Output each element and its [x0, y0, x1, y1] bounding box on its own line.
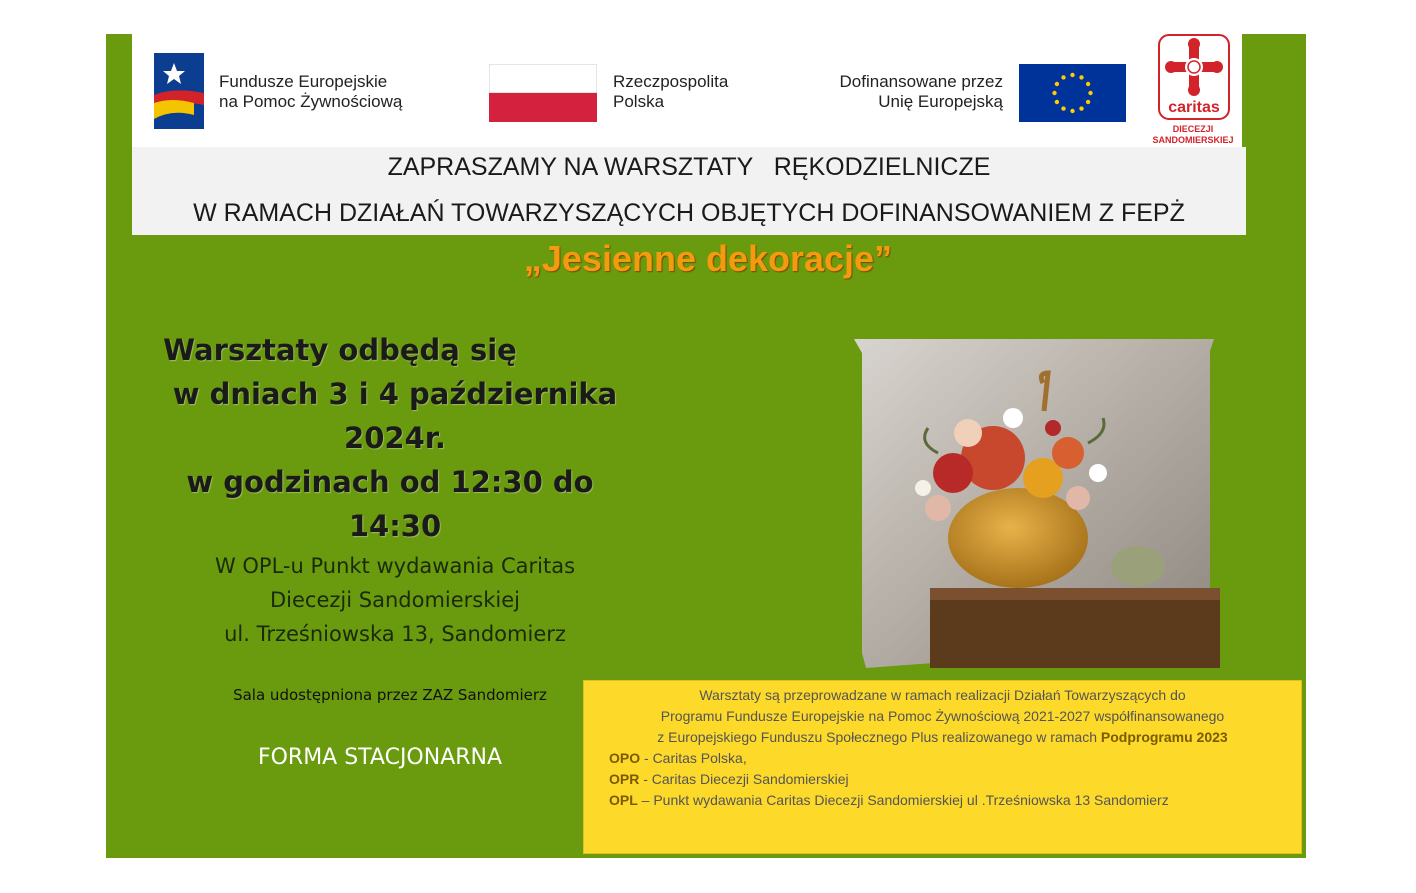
details-line1: Warsztaty odbędą się — [163, 333, 517, 367]
fepz-line2: na Pomoc Żywnościową — [219, 92, 403, 111]
heading-line1: ZAPRASZAMY NA WARSZTATY RĘKODZIELNICZE — [387, 153, 991, 181]
eu-line1: Dofinansowane przez — [839, 72, 1003, 91]
rp-line1: Rzeczpospolita — [613, 72, 729, 91]
details-line3: 2024r. — [344, 421, 446, 455]
info-line3-text: z Europejskiego Funduszu Społecznego Plus realizowanego w ramach — [657, 729, 1097, 745]
info-box — [583, 680, 1302, 854]
caritas-sub2: SANDOMIERSKIEJ — [1152, 135, 1234, 145]
info-opl — [609, 792, 1169, 808]
eu-star — [1070, 73, 1074, 77]
eu-star — [1055, 82, 1059, 86]
details-line2: w dniach 3 i 4 października — [172, 377, 618, 411]
fepz-line1: Fundusze Europejskie — [219, 72, 388, 91]
eu-star — [1088, 91, 1092, 95]
details-line5: 14:30 — [348, 509, 442, 543]
eu-star — [1086, 100, 1090, 104]
info-opo — [609, 750, 747, 766]
heading-line2: W RAMACH DZIAŁAŃ TOWARZYSZĄCYCH OBJĘTYCH DOFINANSOWANIEM Z FEPŻ — [193, 199, 1185, 227]
details-line4: w godzinach od 12:30 do — [186, 465, 594, 499]
caritas-diocese — [1140, 124, 1246, 146]
opr-text: - Caritas Diecezji Sandomierskiej — [639, 771, 849, 787]
info-opr — [609, 771, 849, 787]
rp-line2: Polska — [613, 92, 665, 111]
eu-line2: Unię Europejską — [878, 92, 1003, 111]
info-line3 — [584, 729, 1301, 745]
eu-flag-icon — [1019, 64, 1126, 122]
eu-star — [1079, 106, 1083, 110]
eu-star — [1086, 82, 1090, 86]
opo-label: OPO — [609, 750, 641, 766]
fepz-logo-icon — [154, 53, 204, 129]
heading-band — [132, 147, 1246, 235]
opo-text: - Caritas Polska, — [640, 750, 747, 766]
address-line3: ul. Trześniowska 13, Sandomierz — [224, 622, 566, 646]
eu-star — [1052, 91, 1056, 95]
fepz-logo-text — [219, 72, 402, 112]
event-title: „Jesienne dekoracje” — [523, 238, 893, 279]
pumpkin-flower-photo — [848, 333, 1220, 668]
address-line2: Diecezji Sandomierskiej — [270, 588, 520, 612]
opl-text: – Punkt wydawania Caritas Diecezji Sandomierskiej ul .Trześniowska 13 Sandomierz — [637, 792, 1169, 808]
info-podprogram: Podprogramu 2023 — [1100, 729, 1228, 745]
eu-logo-text — [785, 72, 1003, 112]
info-line1: Warsztaty są przeprowadzane w ramach realizacji Działań Towarzyszących do — [699, 687, 1186, 703]
rp-logo-text — [613, 72, 728, 112]
eu-star — [1079, 75, 1083, 79]
eu-star — [1061, 75, 1065, 79]
eu-star — [1070, 109, 1074, 113]
opr-label: OPR — [609, 771, 640, 787]
polish-flag-icon — [489, 64, 597, 122]
caritas-sub1: DIECEZJI — [1172, 124, 1214, 134]
info-line2: Programu Fundusze Europejskie na Pomoc Żywnościową 2021-2027 współfinansowanego — [660, 708, 1225, 724]
eu-star — [1055, 100, 1059, 104]
opl-label: OPL — [609, 792, 638, 808]
sala-note: Sala udostępniona przez ZAZ Sandomierz — [233, 686, 547, 704]
eu-star — [1061, 106, 1065, 110]
forma-label: FORMA STACJONARNA — [257, 745, 503, 770]
address-line1: W OPL-u Punkt wydawania Caritas — [214, 554, 576, 578]
caritas-name: caritas — [1168, 99, 1220, 116]
